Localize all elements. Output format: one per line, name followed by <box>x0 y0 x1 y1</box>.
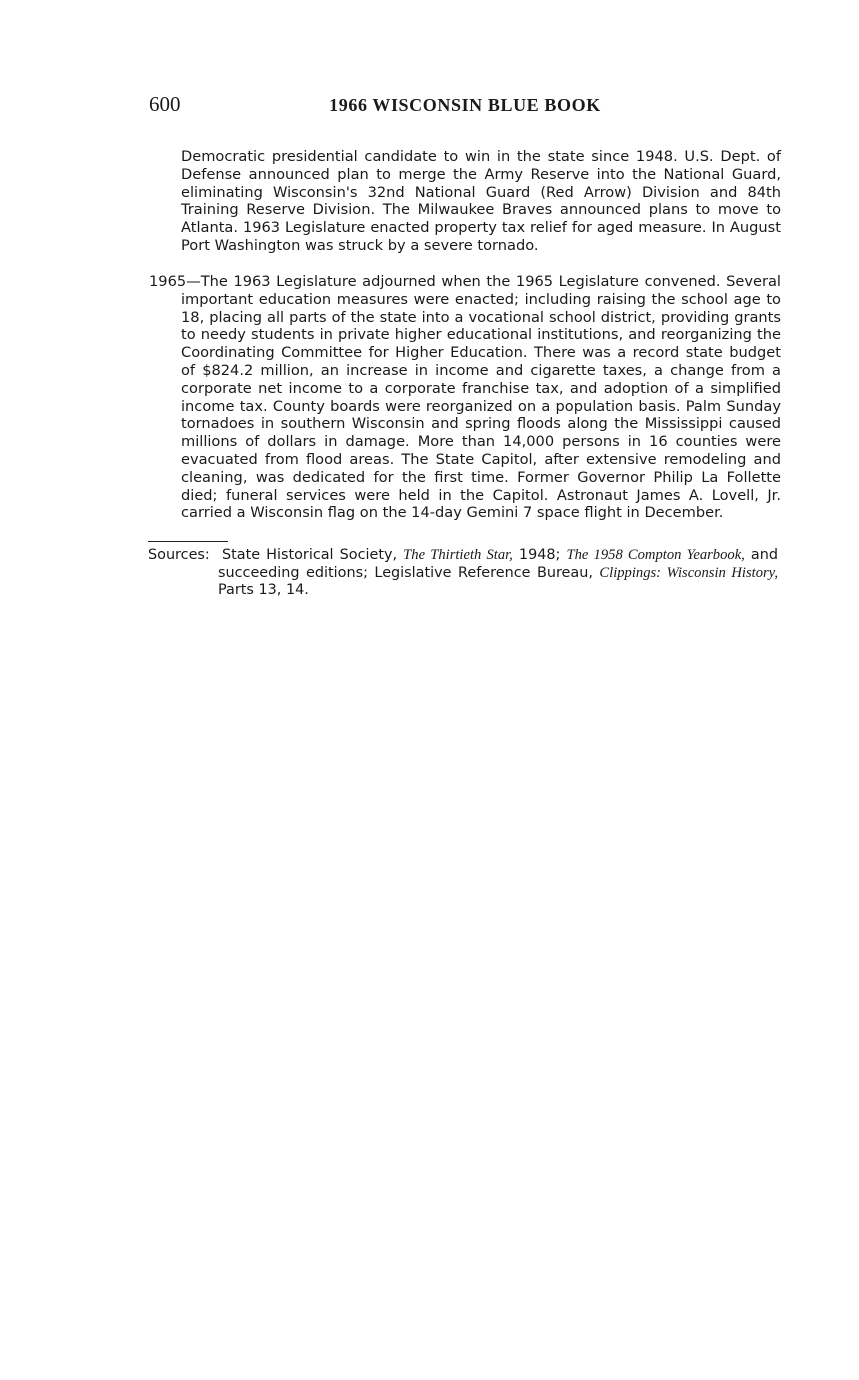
entry-text: The 1963 Legislature adjourned when the 1965 Legislature convened. Several important education measures were enacted; including raising the school age to 18, placing all parts of the state into a vocational school district, providing grants to needy students in private higher educational institutions, and reorganizing the Coordinating Committee for Higher Education. There was a record state budget of $824.2 million, an increase in income and cigarette taxes, a change from a corporate net income to a corporate franchise tax, and adoption of a simplified income tax. County boards were reorganized on a population basis. Palm Sunday tornadoes in southern Wisconsin and spring floods along the Mississippi caused millions of dollars in damage. More than 14,000 persons in 16 counties were evacuated from flood areas. The State Capitol, after extensive remodeling and cleaning, was dedicated for the first time. Former Governor Philip La Follette died; funeral services were held in the Capitol. Astronaut James A. Lovell, Jr. carried a Wisconsin flag on the 14-day Gemini 7 space flight in December. <box>181 273 781 522</box>
page-number: 600 <box>149 92 181 116</box>
footnote-rule <box>148 541 228 542</box>
sources-label: Sources: <box>148 547 210 563</box>
sources-part-3: and succeeding editions; Legislative Reference Bureau, <box>218 547 778 581</box>
running-head: 1966 WISCONSIN BLUE BOOK <box>329 95 601 115</box>
sources-note <box>148 547 778 600</box>
sources-part-4: Parts 13, 14. <box>218 582 309 598</box>
sources-title-2: The 1958 Compton Yearbook, <box>566 547 745 563</box>
sources-title-1: The Thirtieth Star, <box>403 547 513 563</box>
entry-1965 <box>149 273 781 522</box>
continued-paragraph: Democratic presidential candidate to win in the state since 1948. U.S. Dept. of Defense announced plan to merge the Army Reserve into the National Guard, eliminating Wisconsin's 32nd National Guard (Red Arrow) Division and 84th Training Reserve Division. The Milwaukee Braves announced plans to move to Atlanta. 1963 Legislature enacted property tax relief for aged measure. In August Port Washington was struck by a severe tornado. <box>181 148 781 254</box>
sources-part-1: State Historical Society, <box>221 547 398 563</box>
entry-year-label: 1965— <box>149 273 201 290</box>
sources-part-2: 1948; <box>518 547 561 563</box>
sources-title-3: Clippings: Wisconsin History, <box>599 564 778 581</box>
